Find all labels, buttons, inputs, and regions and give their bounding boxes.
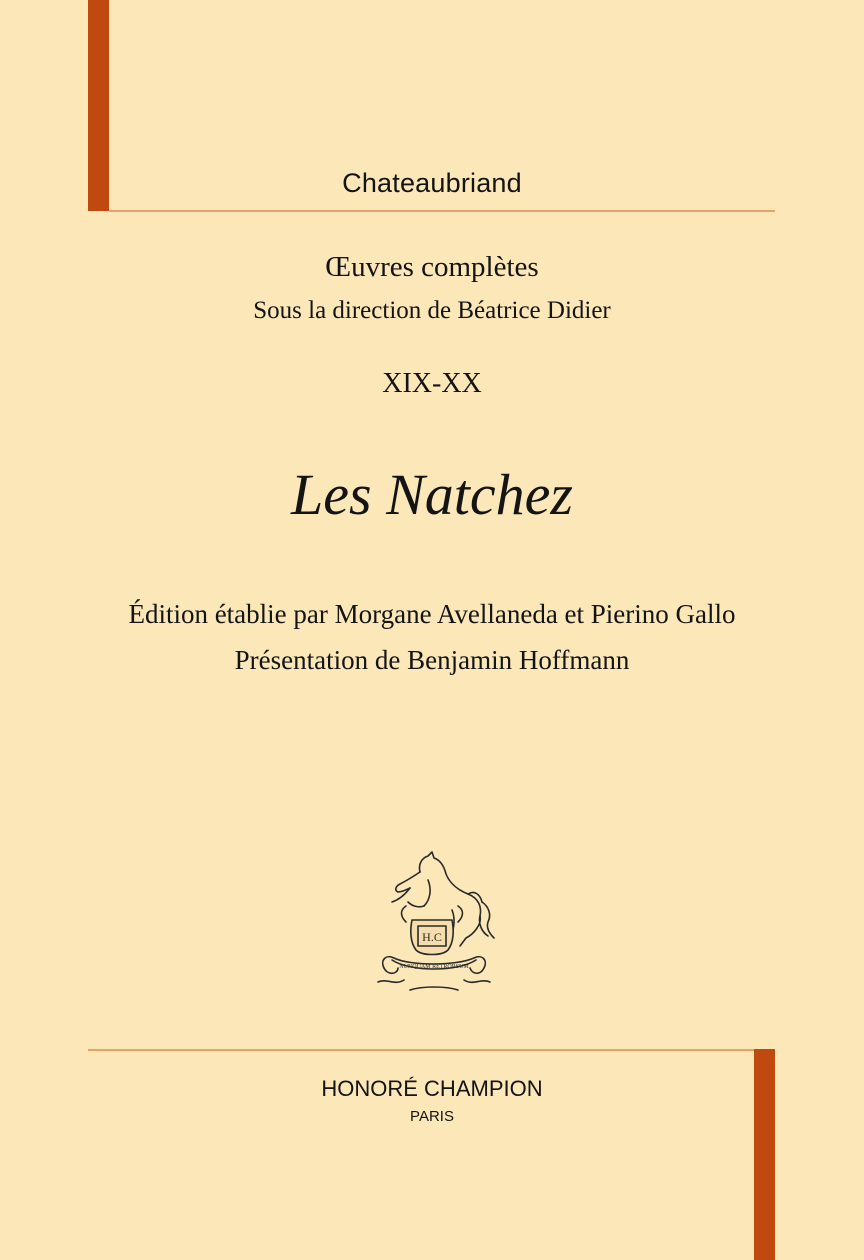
emblem-monogram: H.C: [422, 930, 442, 944]
edition-credit: Édition établie par Morgane Avellaneda et Pierino Gallo: [128, 599, 736, 629]
book-title: Les Natchez: [291, 462, 573, 527]
bottom-divider: [88, 1049, 754, 1051]
horse-crest-emblem-icon: [370, 850, 500, 1000]
top-divider: [109, 210, 775, 212]
series-editor: Sous la direction de Béatrice Didier: [253, 297, 611, 324]
emblem-motto: NUNQUAM RETRORSUM: [399, 964, 469, 970]
series-title: Œuvres complètes: [325, 251, 539, 283]
volume-number: XIX-XX: [382, 368, 482, 399]
presentation-credit: Présentation de Benjamin Hoffmann: [234, 645, 630, 675]
author-name: Chateaubriand: [342, 168, 522, 198]
publisher-name: HONORÉ CHAMPION: [321, 1076, 543, 1101]
publisher-city: PARIS: [410, 1108, 454, 1125]
